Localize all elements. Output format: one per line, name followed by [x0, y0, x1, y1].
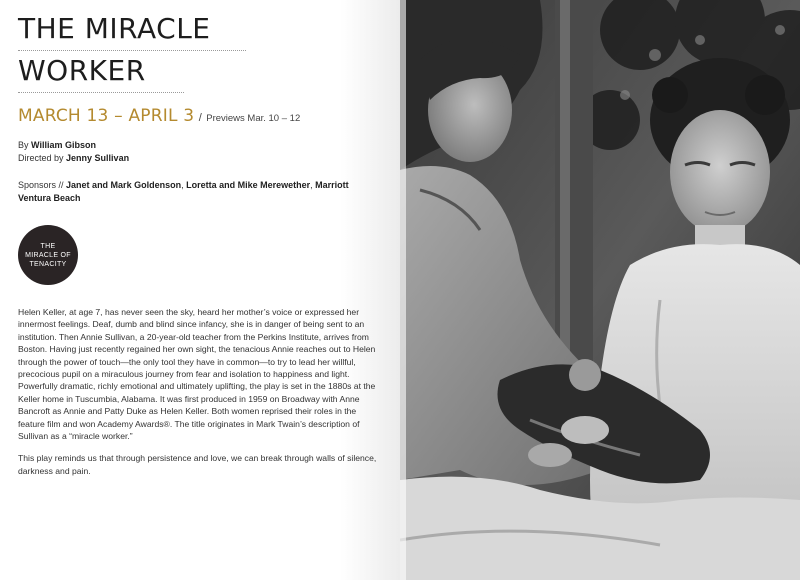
synopsis-paragraph-2: This play reminds us that through persistence and love, we can break through walls of silence, darkness and pain.: [18, 453, 377, 476]
director-name: Jenny Sullivan: [66, 153, 130, 163]
theme-badge: [18, 225, 78, 285]
sponsor-1: Janet and Mark Goldenson: [66, 180, 182, 190]
title-underline-2: [18, 92, 184, 93]
sponsors-prefix: Sponsors //: [18, 180, 64, 190]
run-dates-main: MARCH 13 – APRIL 3: [18, 106, 195, 126]
title-underline-1: [18, 50, 246, 51]
run-dates: [18, 106, 300, 126]
sponsor-2: Loretta and Mike Merewether: [186, 180, 311, 190]
play-title-line-1: THE MIRACLE: [18, 12, 211, 45]
director-line: [18, 152, 129, 165]
historical-photo: [400, 0, 800, 580]
dates-separator: /: [198, 112, 202, 124]
photo-illustration: [400, 0, 800, 580]
by-prefix: By: [18, 140, 29, 150]
badge-line-3: TENACITY: [29, 260, 67, 268]
sponsor-3: Marriott Ventura Beach: [18, 180, 349, 203]
synopsis: [18, 306, 384, 487]
badge-line-1: THE: [40, 242, 56, 250]
author-name: William Gibson: [31, 140, 96, 150]
directed-prefix: Directed by: [18, 153, 64, 163]
sponsors: Sponsors // Janet and Mark Goldenson, Loretta and Mike Merewether, Marriott Ventura Beach: [18, 180, 349, 203]
play-title-line-2: WORKER: [18, 54, 146, 87]
credits: [18, 139, 129, 165]
synopsis-paragraph-1: Helen Keller, at age 7, has never seen the sky, heard her mother’s voice or expressed her innermost feelings. Deaf, dumb and blind since infancy, she is in danger of being sent to an institution. Then Annie Sullivan, a 20-year-old teacher from the Perkins Institute, arrives from Boston. Having just recently regained her own sight, the tenacious Annie reaches out to Helen through the power of touch—the only tool they have in common—to try to lead her willful, precocious pupil on a miraculous journey from fear and isolation to happiness and light. Powerfully dramatic, richly emotional and ultimately uplifting, the play is set in the 1880s at the Keller home in Tuscumbia, Alabama. It was first produced in 1959 on Broadway with Anne Bancroft as Annie and Patty Duke as Helen Keller. Both women reprised their roles in the feature film and won Academy Awards®. The title originates in Mark Twain’s description of Sullivan as a “miracle worker.”: [18, 307, 376, 442]
previews-dates: Previews Mar. 10 – 12: [206, 113, 301, 124]
author-line: [18, 139, 129, 152]
badge-line-2: MIRACLE OF: [25, 251, 71, 259]
